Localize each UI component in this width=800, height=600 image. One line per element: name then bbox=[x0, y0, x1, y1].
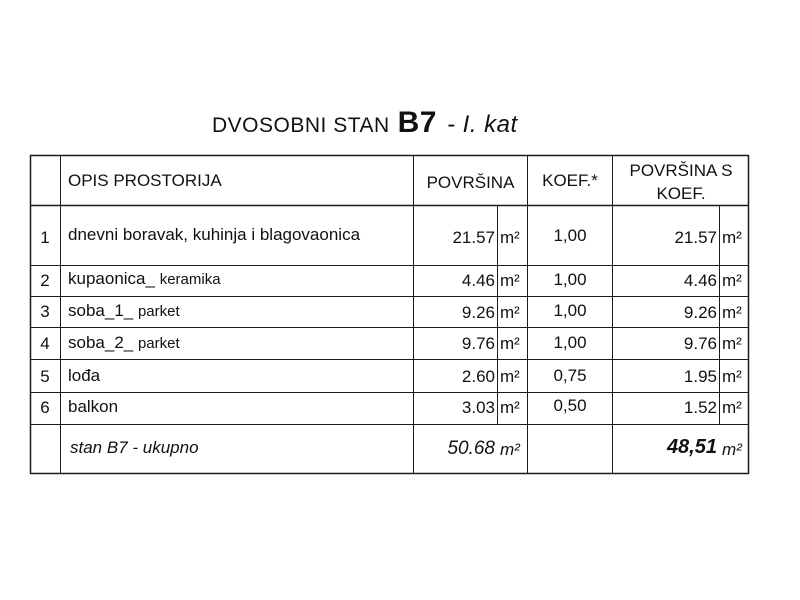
row-2-area-koef-unit: m² bbox=[722, 271, 742, 290]
row-4-number: 4 bbox=[40, 334, 50, 353]
row-5-area-unit: m² bbox=[500, 367, 520, 386]
row-2-room-name: kupaonica_ bbox=[68, 269, 155, 288]
row-4-area-koef-unit: m² bbox=[722, 334, 742, 353]
row-6-area-unit: m² bbox=[500, 398, 520, 417]
title-prefix: DVOSOBNI STAN bbox=[212, 114, 390, 137]
row-2-number: 2 bbox=[40, 271, 50, 290]
title-apartment-code: B7 bbox=[397, 106, 437, 139]
total-area-koef: 48,51 bbox=[666, 436, 717, 458]
row-5-area-koef: 1.95 bbox=[683, 367, 717, 386]
row-5-room-name: lođa bbox=[68, 366, 101, 385]
header-povrsina-s-koef-line2: KOEF. bbox=[656, 184, 706, 203]
row-2-area-unit: m² bbox=[500, 271, 520, 290]
title-floor: - I. kat bbox=[447, 111, 518, 138]
row-2-area-koef: 4.46 bbox=[683, 271, 717, 290]
row-3-koef: 1,00 bbox=[553, 301, 587, 320]
row-4-room bbox=[68, 333, 180, 354]
row-5-number: 5 bbox=[40, 367, 50, 386]
row-1-number: 1 bbox=[40, 228, 50, 247]
row-1-room-name: dnevni boravak, kuhinja i blagovaonica bbox=[68, 225, 361, 244]
row-6-area: 3.03 bbox=[461, 398, 495, 417]
header-povrsina: POVRŠINA bbox=[426, 173, 515, 192]
row-4-area-koef: 9.76 bbox=[683, 334, 717, 353]
header-opis-prostorija: OPIS PROSTORIJA bbox=[68, 171, 222, 190]
row-4-koef: 1,00 bbox=[553, 333, 587, 352]
row-3-area-koef: 9.26 bbox=[683, 303, 717, 322]
row-6-area-koef: 1.52 bbox=[683, 398, 717, 417]
row-1-koef: 1,00 bbox=[553, 226, 587, 245]
row-4-area: 9.76 bbox=[461, 334, 495, 353]
row-6-koef: 0,50 bbox=[553, 396, 587, 415]
header-koef: KOEF.* bbox=[542, 171, 598, 190]
row-4-room-name: soba_2_ bbox=[68, 333, 134, 352]
row-2-room bbox=[68, 269, 221, 290]
row-3-room bbox=[68, 301, 180, 322]
total-area-unit: m² bbox=[500, 440, 520, 459]
row-3-number: 3 bbox=[40, 302, 50, 321]
row-5-koef: 0,75 bbox=[553, 366, 587, 385]
total-label: stan B7 - ukupno bbox=[70, 438, 199, 457]
row-5-area-koef-unit: m² bbox=[722, 367, 742, 386]
row-3-room-name: soba_1_ bbox=[68, 301, 134, 320]
row-4-finish: parket bbox=[137, 335, 180, 352]
row-2-area: 4.46 bbox=[461, 271, 495, 290]
header-povrsina-s-koef-line1: POVRŠINA S bbox=[629, 161, 733, 180]
total-area-koef-unit: m² bbox=[722, 440, 742, 459]
row-6-room-name: balkon bbox=[68, 397, 119, 416]
row-3-area-unit: m² bbox=[500, 303, 520, 322]
row-2-koef: 1,00 bbox=[553, 270, 587, 289]
row-1-area-unit: m² bbox=[500, 228, 520, 247]
row-2-finish: keramika bbox=[159, 271, 221, 288]
total-area: 50.68 bbox=[447, 438, 495, 459]
row-1-area: 21.57 bbox=[452, 228, 495, 247]
row-3-area: 9.26 bbox=[461, 303, 495, 322]
row-3-finish: parket bbox=[137, 303, 180, 320]
row-4-area-unit: m² bbox=[500, 334, 520, 353]
row-5-area: 2.60 bbox=[461, 367, 495, 386]
row-1-area-koef-unit: m² bbox=[722, 228, 742, 247]
row-1-area-koef: 21.57 bbox=[674, 228, 717, 247]
row-3-area-koef-unit: m² bbox=[722, 303, 742, 322]
row-6-number: 6 bbox=[40, 398, 50, 417]
row-6-area-koef-unit: m² bbox=[722, 398, 742, 417]
